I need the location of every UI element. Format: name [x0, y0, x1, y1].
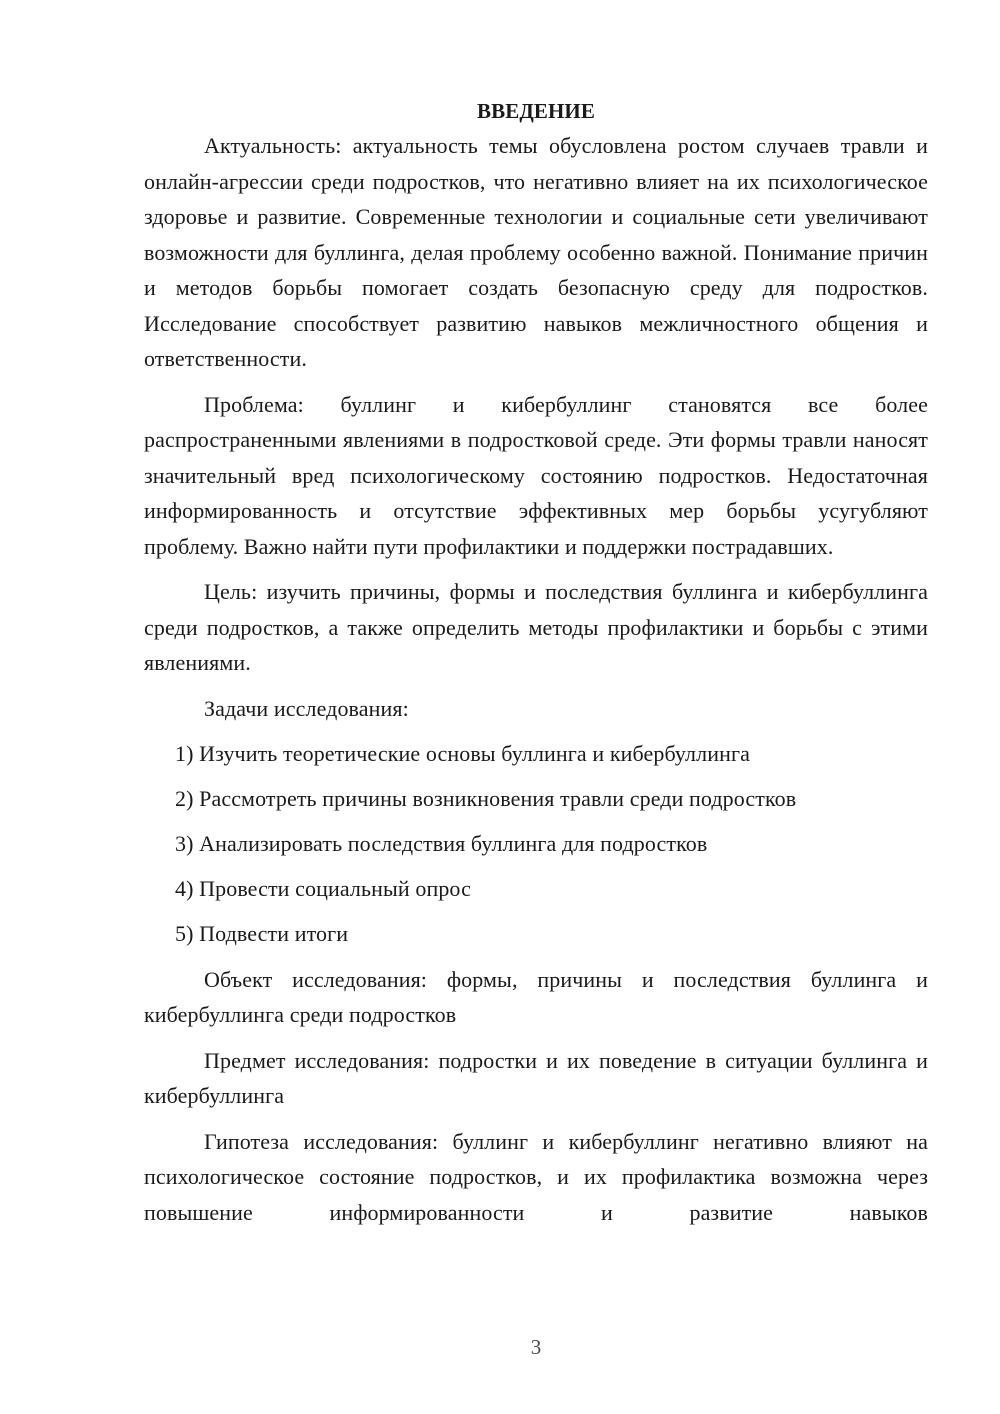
task-item: 4) Провести социальный опрос [175, 876, 471, 902]
task-item: 1) Изучить теоретические основы буллинга и кибербуллинга [175, 741, 750, 766]
task-item: 3) Анализировать последствия буллинга для подростков [175, 831, 708, 857]
problem-paragraph: Проблема: буллинг и кибербуллинг становятся все более распространенными явлениями в подростковой среде. Эти формы травли наносят значительный вред психологическому состоянию подростков. Недостаточная информированность и отсутствие эффективных мер борьбы усугубляют проблему. Важно найти пути профилактики и поддержки пострадавших. [144, 391, 928, 559]
page-content [144, 94, 928, 1240]
tasks-heading: Задачи исследования: [204, 695, 409, 721]
goal-paragraph: Цель: изучить причины, формы и последствия буллинга и кибербуллинга среди подростков, а также определить методы профилактики и борьбы с этими явлениями. [144, 579, 928, 675]
object-paragraph: Объект исследования: формы, причины и последствия буллинга и кибербуллинга среди подростков [144, 966, 928, 1028]
section-title: ВВЕДЕНИЕ [477, 99, 595, 123]
subject-paragraph: Предмет исследования: подростки и их поведение в ситуации буллинга и кибербуллинга [144, 1047, 928, 1109]
relevance-paragraph: Актуальность: актуальность темы обусловлена ростом случаев травли и онлайн-агрессии среди подростков, что негативно влияет на их психологическое здоровье и развитие. Современные технологии и социальные сети увеличивают возможности для буллинга, делая проблему особенно важной. Понимание причин и методов борьбы помогает создать безопасную среду для подростков. Исследование способствует развитию навыков межличностного общения и ответственности. [144, 133, 928, 371]
hypothesis-paragraph: Гипотеза исследования: буллинг и кибербуллинг негативно влияют на психологическое состояние подростков, и их профилактика возможна через повышение информированности и развитие навыков [144, 1128, 928, 1225]
task-item: 5) Подвести итоги [175, 921, 349, 947]
task-item: 2) Рассмотреть причины возникновения травли среди подростков [175, 786, 797, 812]
tasks-list [144, 736, 928, 952]
page-number: 3 [530, 1335, 542, 1359]
